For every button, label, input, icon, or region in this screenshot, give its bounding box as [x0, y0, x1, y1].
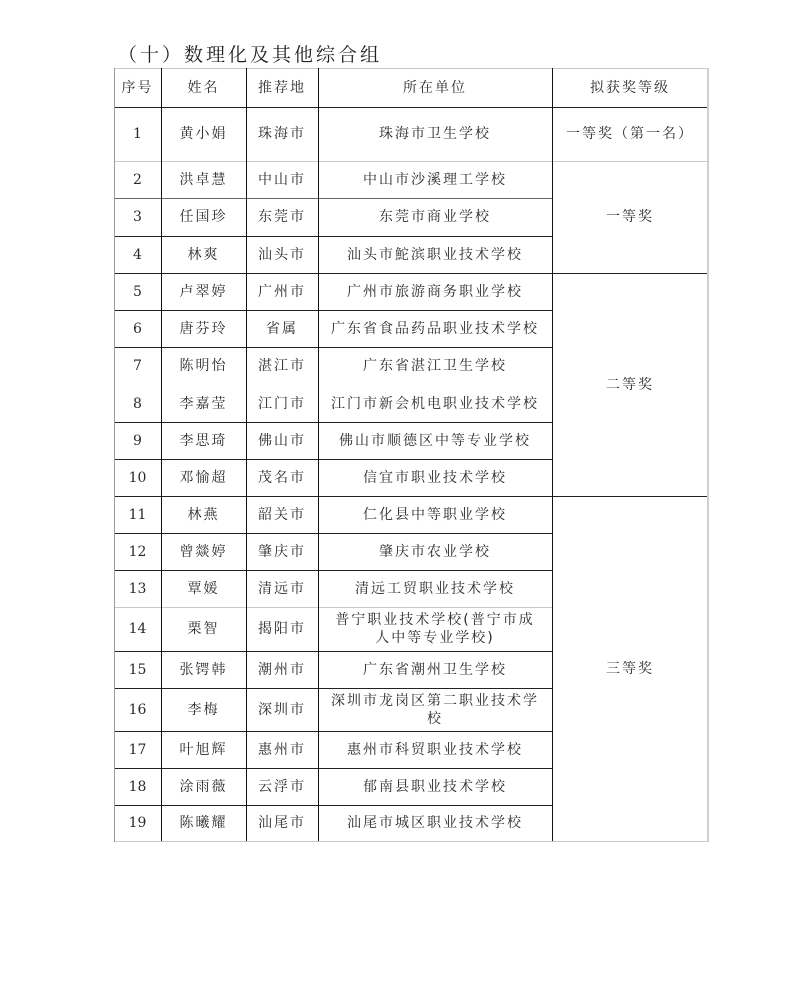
- table-rule: [114, 841, 709, 842]
- row-region: 佛山市: [258, 432, 306, 449]
- row-name: 唐芬玲: [179, 320, 228, 337]
- row-no: 12: [128, 543, 147, 560]
- award-level: 二等奖: [606, 376, 654, 393]
- row-unit: 清远工贸职业技术学校: [355, 580, 515, 597]
- row-unit: 普宁职业技术学校(普宁市成人中等专业学校): [335, 612, 535, 646]
- row-no: 6: [133, 320, 142, 337]
- row-no: 5: [133, 283, 142, 300]
- table-rule: [114, 688, 552, 689]
- row-name: 李嘉莹: [179, 395, 228, 412]
- row-no: 11: [128, 506, 147, 523]
- row-no: 14: [128, 621, 147, 637]
- row-region: 韶关市: [258, 506, 306, 523]
- row-no: 9: [133, 432, 142, 449]
- row-name: 任国珍: [179, 209, 228, 225]
- row-region: 肇庆市: [258, 543, 306, 560]
- table-rule: [114, 236, 552, 237]
- row-unit: 中山市沙溪理工学校: [363, 171, 507, 188]
- row-name: 曾燚婷: [179, 543, 228, 560]
- row-name: 洪卓慧: [179, 171, 228, 188]
- row-unit: 惠州市科贸职业技术学校: [347, 741, 523, 758]
- row-no: 7: [133, 358, 142, 374]
- row-no: 13: [128, 580, 147, 597]
- row-no: 18: [128, 778, 147, 795]
- table-rule: [246, 68, 247, 841]
- row-name: 李思琦: [179, 432, 228, 449]
- table-rule: [114, 496, 708, 497]
- row-region: 深圳市: [258, 701, 306, 718]
- row-name: 陈曦耀: [179, 815, 228, 831]
- table-rule: [114, 731, 552, 732]
- row-no: 3: [133, 209, 142, 225]
- table-rule: [114, 570, 552, 571]
- row-name: 邓愉超: [179, 469, 228, 486]
- row-unit: 广州市旅游商务职业学校: [347, 283, 523, 300]
- row-name: 林燕: [187, 506, 220, 523]
- row-no: 2: [133, 171, 142, 188]
- table-rule: [114, 273, 708, 274]
- row-region: 广州市: [258, 283, 306, 300]
- row-name: 叶旭辉: [179, 741, 228, 758]
- row-name: 黄小娟: [179, 126, 228, 142]
- row-unit: 仁化县中等职业学校: [363, 506, 507, 523]
- row-region: 中山市: [258, 171, 306, 188]
- row-unit: 广东省潮州卫生学校: [363, 661, 507, 678]
- table-rule: [114, 68, 115, 842]
- row-region: 清远市: [258, 580, 306, 597]
- table-rule: [114, 68, 709, 69]
- row-region: 江门市: [258, 395, 306, 412]
- table-rule: [114, 651, 552, 652]
- row-name: 涂雨薇: [179, 778, 228, 795]
- row-unit: 佛山市顺德区中等专业学校: [339, 432, 531, 449]
- row-no: 17: [128, 741, 147, 758]
- row-region: 云浮市: [258, 778, 306, 795]
- row-name: 李梅: [187, 701, 220, 718]
- table-rule: [114, 198, 552, 199]
- header-no: 序号: [121, 79, 154, 96]
- row-unit: 汕头市鮀滨职业技术学校: [347, 246, 523, 263]
- award-level: 一等奖: [606, 209, 654, 225]
- header-name: 姓名: [187, 79, 220, 96]
- table-rule: [114, 607, 552, 608]
- row-unit: 江门市新会机电职业技术学校: [331, 395, 539, 412]
- row-region: 汕头市: [258, 246, 306, 263]
- row-region: 惠州市: [258, 741, 306, 758]
- section-title: （十）数理化及其他综合组: [118, 44, 383, 66]
- table-rule: [114, 768, 552, 769]
- row-unit: 广东省湛江卫生学校: [363, 358, 507, 374]
- header-award: 拟获奖等级: [590, 79, 670, 96]
- table-rule: [114, 533, 552, 534]
- row-region: 省属: [266, 320, 298, 337]
- table-rule: [114, 805, 552, 806]
- row-unit: 郁南县职业技术学校: [363, 778, 507, 795]
- row-unit: 信宜市职业技术学校: [363, 469, 507, 486]
- row-no: 1: [133, 126, 142, 142]
- row-name: 栗智: [187, 621, 220, 637]
- row-name: 张锷韩: [179, 661, 228, 678]
- table-rule: [114, 107, 708, 108]
- table-rule: [114, 347, 552, 348]
- award-level: 一等奖（第一名）: [566, 126, 694, 142]
- row-no: 16: [128, 701, 147, 718]
- row-region: 珠海市: [258, 126, 306, 142]
- row-region: 潮州市: [258, 661, 306, 678]
- row-unit: 肇庆市农业学校: [379, 543, 491, 560]
- award-level: 三等奖: [606, 660, 654, 677]
- header-unit: 所在单位: [403, 79, 467, 96]
- row-unit: 珠海市卫生学校: [379, 126, 491, 142]
- row-region: 湛江市: [258, 358, 306, 374]
- awards-table: [114, 68, 708, 841]
- row-unit: 东莞市商业学校: [379, 209, 491, 225]
- row-region: 揭阳市: [258, 621, 306, 637]
- row-name: 卢翠婷: [179, 283, 228, 300]
- row-no: 8: [133, 395, 142, 412]
- row-name: 陈明怡: [179, 358, 228, 374]
- row-unit: 深圳市龙岗区第二职业技术学校: [331, 692, 539, 727]
- table-rule: [114, 422, 552, 423]
- table-rule: [707, 68, 709, 842]
- header-region: 推荐地: [258, 79, 306, 96]
- table-rule: [114, 310, 552, 311]
- row-region: 汕尾市: [258, 815, 306, 831]
- row-region: 茂名市: [258, 469, 306, 486]
- table-rule: [114, 459, 552, 460]
- row-no: 15: [128, 661, 147, 678]
- table-rule: [552, 68, 553, 841]
- row-name: 覃媛: [187, 580, 220, 597]
- row-no: 19: [128, 815, 147, 831]
- row-no: 4: [133, 246, 142, 263]
- row-region: 东莞市: [258, 209, 306, 225]
- row-unit: 广东省食品药品职业技术学校: [331, 320, 539, 337]
- row-unit: 汕尾市城区职业技术学校: [347, 815, 523, 831]
- table-rule: [318, 68, 319, 841]
- table-rule: [114, 161, 708, 162]
- table-rule: [161, 68, 162, 841]
- row-no: 10: [128, 469, 147, 486]
- row-name: 林爽: [187, 246, 220, 263]
